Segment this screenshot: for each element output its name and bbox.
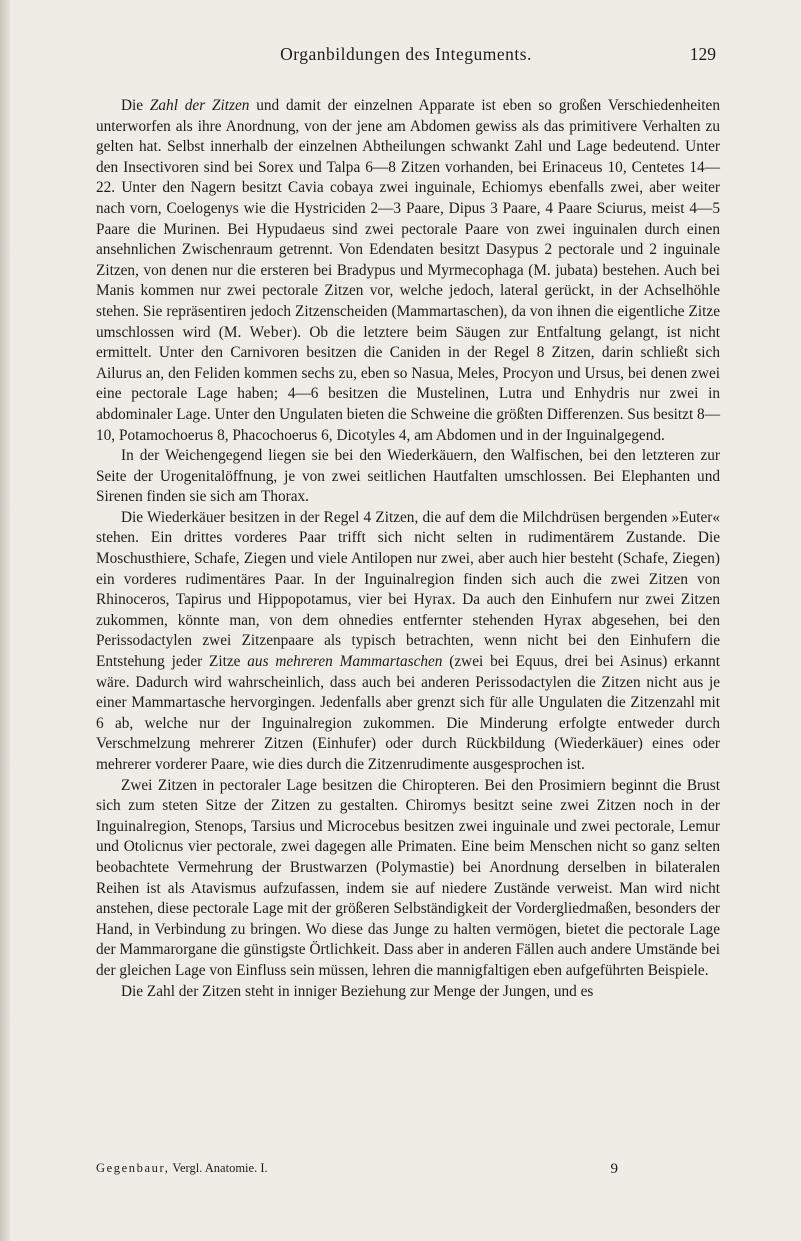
signature-mark: 9 xyxy=(610,1161,618,1177)
footer-book-title: Vergl. Anatomie. I. xyxy=(169,1161,268,1175)
paragraph-5: Die Zahl der Zitzen steht in inniger Beziehung zur Menge der Jungen, und es xyxy=(121,982,594,1000)
paragraph-3 xyxy=(96,508,720,776)
paragraph-1-text-cont: ). Ob die letztere beim Säugen zur Entfaltung gelangt, ist nicht ermittelt. Unter den Carnivoren besitzen die Caniden in der Regel 8 Zitzen, darin schließt sich Ailurus an, den Feliden kommen sechs zu, eben so Nasua, Meles, Procyon und Ursus, bei denen zwei eine pectorale Lage haben; 4—6 besitzen die Mustelinen, Lutra und Enhydris nur zwei in abdominaler Lage. Unter den Ungulaten bieten die Schweine die größten Differenzen. Sus besitzt 8—10, Potamochoerus 8, Phacochoerus 6, Dicotyles 4, am Abdomen und in der Inguinalgegend. xyxy=(96,323,721,444)
paragraph-1 xyxy=(96,96,720,446)
paragraph-1-text: und damit der einzelnen Apparate ist eben so großen Verschiedenheiten unterworfen als ihre Anordnung, von der jene am Abdomen gewiss als das primitivere Verhalten zu gelten hat. Selbst innerhalb der einzelnen Abtheilungen schwankt Zahl und Lage bedeutend. Unter den Insectivoren sind bei Sorex und Talpa 6—8 Zitzen vorhanden, bei Erinaceus 10, Centetes 14—22. Unter den Nagern besitzt Cavia cobaya zwei inguinale, Echiomys ebenfalls zwei, aber weiter nach vorn, Coelogenys wie die Hystriciden 2—3 Paare, Dipus 3 Paare, 4 Paare Sciurus, meist 4—5 Paare die Murinen. Bei Hypudaeus sind zwei pectorale Paare von zwei inguinalen durch einen ansehnlichen Zwischenraum getrennt. Von Edendaten besitzt Dasypus 2 pectorale und 2 inguinale Zitzen, von denen nur die ersteren bei Bradypus und Myrmecophaga (M. jubata) bestehen. Auch bei Manis kommen nur zwei pectorale Zitzen vor, welche jedoch, lateral gerückt, in der Achselhöhle stehen. Sie repräsentiren jedoch Zitzenscheiden (Mammartaschen), da von ihnen die eigentliche Zitze umschlossen wird (M. xyxy=(96,97,720,341)
footer-author: Gegenbaur, xyxy=(96,1161,170,1175)
page-spine-shadow xyxy=(0,0,10,1241)
body-text xyxy=(96,96,720,1002)
author-citation-weber: Weber xyxy=(249,323,293,341)
paragraph-4: Zwei Zitzen in pectoraler Lage besitzen die Chiropteren. Bei den Prosimiern beginnt die Brust sich zum steten Sitze der Zitzen zu gestalten. Chiromys besitzt seine zwei Zitzen noch in der Inguinalregion, Stenops, Tarsius und Microcebus besitzen zwei inguinale und zwei pectorale, Lemur und Otolicnus vier pectorale, zwei dagegen alle Primaten. Eine beim Menschen nicht so ganz selten beobachtete Vermehrung der Brustwarzen (Polymastie) bei Anordnung derselben in bilateralen Reihen ist als Atavismus aufzufassen, indem sie auf niedere Zustände verweist. Man wird nicht anstehen, diese pectorale Lage mit der größeren Selbständigkeit der Vordergliedmaßen, besonders der Hand, in Verbindung zu bringen. Wo diese das Junge zu halten vermögen, bietet die pectorale Lage der Mammarorgane die günstigste Örtlichkeit. Dass aber in anderen Fällen auch andere Umstände bei der gleichen Lage von Einfluss sein müssen, lehren die mannigfaltigen eben aufgeführten Beispiele. xyxy=(96,776,720,979)
paragraph-3-italic-phrase: aus mehreren Mammartaschen xyxy=(247,653,443,671)
paragraph-1-lead: Die xyxy=(121,97,150,114)
page-number: 129 xyxy=(689,44,716,64)
paragraph-3-text-cont: (zwei bei Equus, drei bei Asinus) erkannt wäre. Dadurch wird wahrscheinlich, dass auch bei anderen Perissodactylen die Zitzen nicht aus je einer Mammartasche hervorgingen. Jedenfalls aber grenzt sich für alle Ungulaten die Zitzenzahl mit 6 ab, welche nur der Inguinalregion zukommen. Die Minderung erfolgte entweder durch Verschmelzung mehrerer Zitzen (Einhufer) oder durch Rückbildung (Wiederkäuer) eines oder mehrerer vorderer Paare, wie dies durch die Zitzenrudimente ausgesprochen ist. xyxy=(96,653,720,773)
page-footer xyxy=(96,1161,716,1181)
paragraph-3-text: Die Wiederkäuer besitzen in der Regel 4 Zitzen, die auf dem die Milchdrüsen bergenden »Euter« stehen. Ein drittes vorderes Paar trifft sich nicht selten in rudimentärem Zustande. Die Moschusthiere, Schafe, Ziegen und viele Antilopen nur zwei, aber auch hier besteht (Schafe, Ziegen) ein vorderes rudimentäres Paar. In der Inguinalregion finden sich auch die zwei Zitzen von Rhinoceros, Tapirus und Hippopotamus, vier bei Hyrax. Da auch den Einhufern nur zwei Zitzen zukommen, könnte man, von dem ohnedies entfernter stehenden Hyrax abgesehen, bei den Perissodactylen zwei Zitzenpaare als typisch betrachten, wenn nicht bei den Einhufern die Entstehung jeder Zitze xyxy=(96,508,720,671)
running-head: Organbildungen des Integuments. xyxy=(280,44,532,64)
page-header xyxy=(96,44,716,70)
paragraph-1-italic-term: Zahl der Zitzen xyxy=(149,97,250,114)
paragraph-2: In der Weichengegend liegen sie bei den Wiederkäuern, den Walfischen, bei den letzteren zur Seite der Urogenitalöffnung, je von zwei seitlichen Hautfalten umschlossen. Bei Elephanten und Sirenen finden sie sich am Thorax. xyxy=(96,447,720,506)
